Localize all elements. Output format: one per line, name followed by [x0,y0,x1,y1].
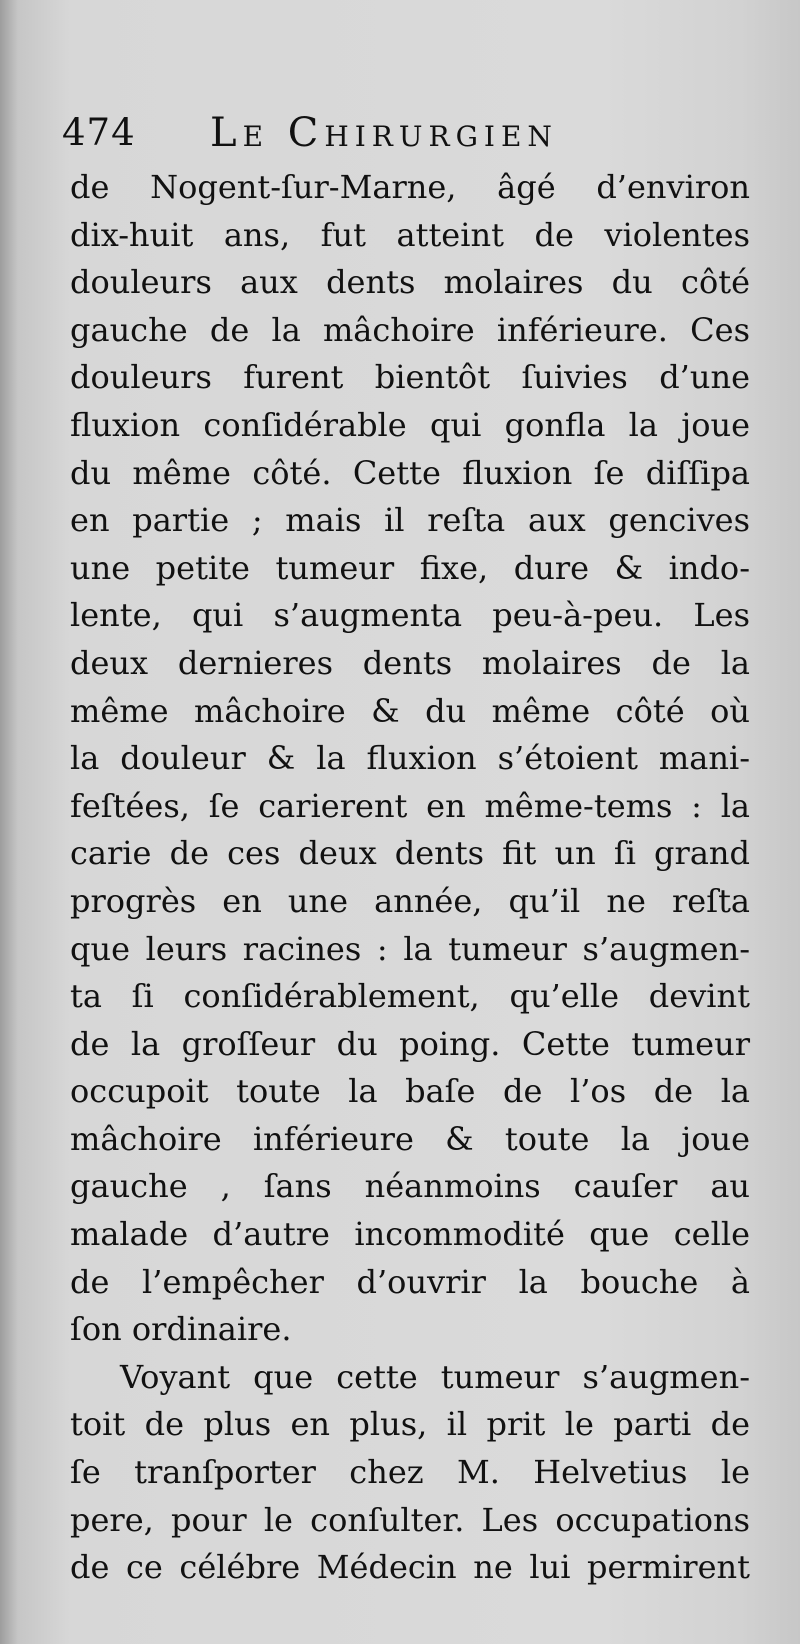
text-line: du même côté. Cette fluxion ſe diſſipa [70,453,750,492]
text-line: toit de plus en plus, il prit le parti de [70,1405,750,1444]
text-line: ſe tranſporter chez M. Helvetius le [70,1453,750,1492]
text-line: deux dernieres dents molaires de la [70,643,750,682]
text-line: douleurs aux dents molaires du côté [70,263,750,302]
text-line: mâchoire inférieure & toute la joue [70,1119,750,1158]
page-header [60,105,760,165]
text-line: occupoit toute la baſe de l’os de la [70,1072,750,1111]
text-line: fluxion conſidérable qui gonfla la joue [70,405,750,444]
text-line: pere, pour le conſulter. Les occupations [70,1500,750,1539]
text-line: malade d’autre incommodité que celle [70,1215,750,1254]
text-line: de l’empêcher d’ouvrir la bouche à [70,1262,750,1301]
body-text [70,164,750,1592]
text-line: une petite tumeur fixe, dure & indo- [70,548,750,587]
page-number: 474 [62,111,136,154]
text-line: de la groſſeur du poing. Cette tumeur [70,1024,750,1063]
text-line: ſon ordinaire. [70,1310,292,1349]
text-line: la douleur & la fluxion s’étoient mani- [70,739,750,778]
text-line: que leurs racines : la tumeur s’augmen- [70,929,750,968]
text-line: lente, qui s’augmenta peu-à-peu. Les [70,596,750,635]
running-head: Le Chirurgien [210,110,558,156]
text-line: carie de ces deux dents fit un ſi grand [70,834,750,873]
text-line: de Nogent-ſur-Marne, âgé d’environ [70,168,750,206]
text-line: feſtées, ſe carierent en même-tems : la [70,786,750,825]
text-line: douleurs furent bientôt ſuivies d’une [70,358,750,397]
text-line: progrès en une année, qu’il ne reſta [70,881,750,920]
text-line: même mâchoire & du même côté où [70,691,750,730]
text-line: dix-huit ans, fut atteint de violentes [70,215,750,254]
text-line: en partie ; mais il reſta aux gencives [70,501,750,540]
text-line: de ce célébre Médecin ne lui permirent [70,1548,750,1587]
text-line: Voyant que cette tumeur s’augmen- [120,1357,750,1396]
text-line: gauche de la mâchoire inférieure. Ces [70,310,750,349]
text-line: ta ſi conſidérablement, qu’elle devint [70,977,750,1016]
text-line: gauche , ſans néanmoins cauſer au [70,1167,750,1206]
